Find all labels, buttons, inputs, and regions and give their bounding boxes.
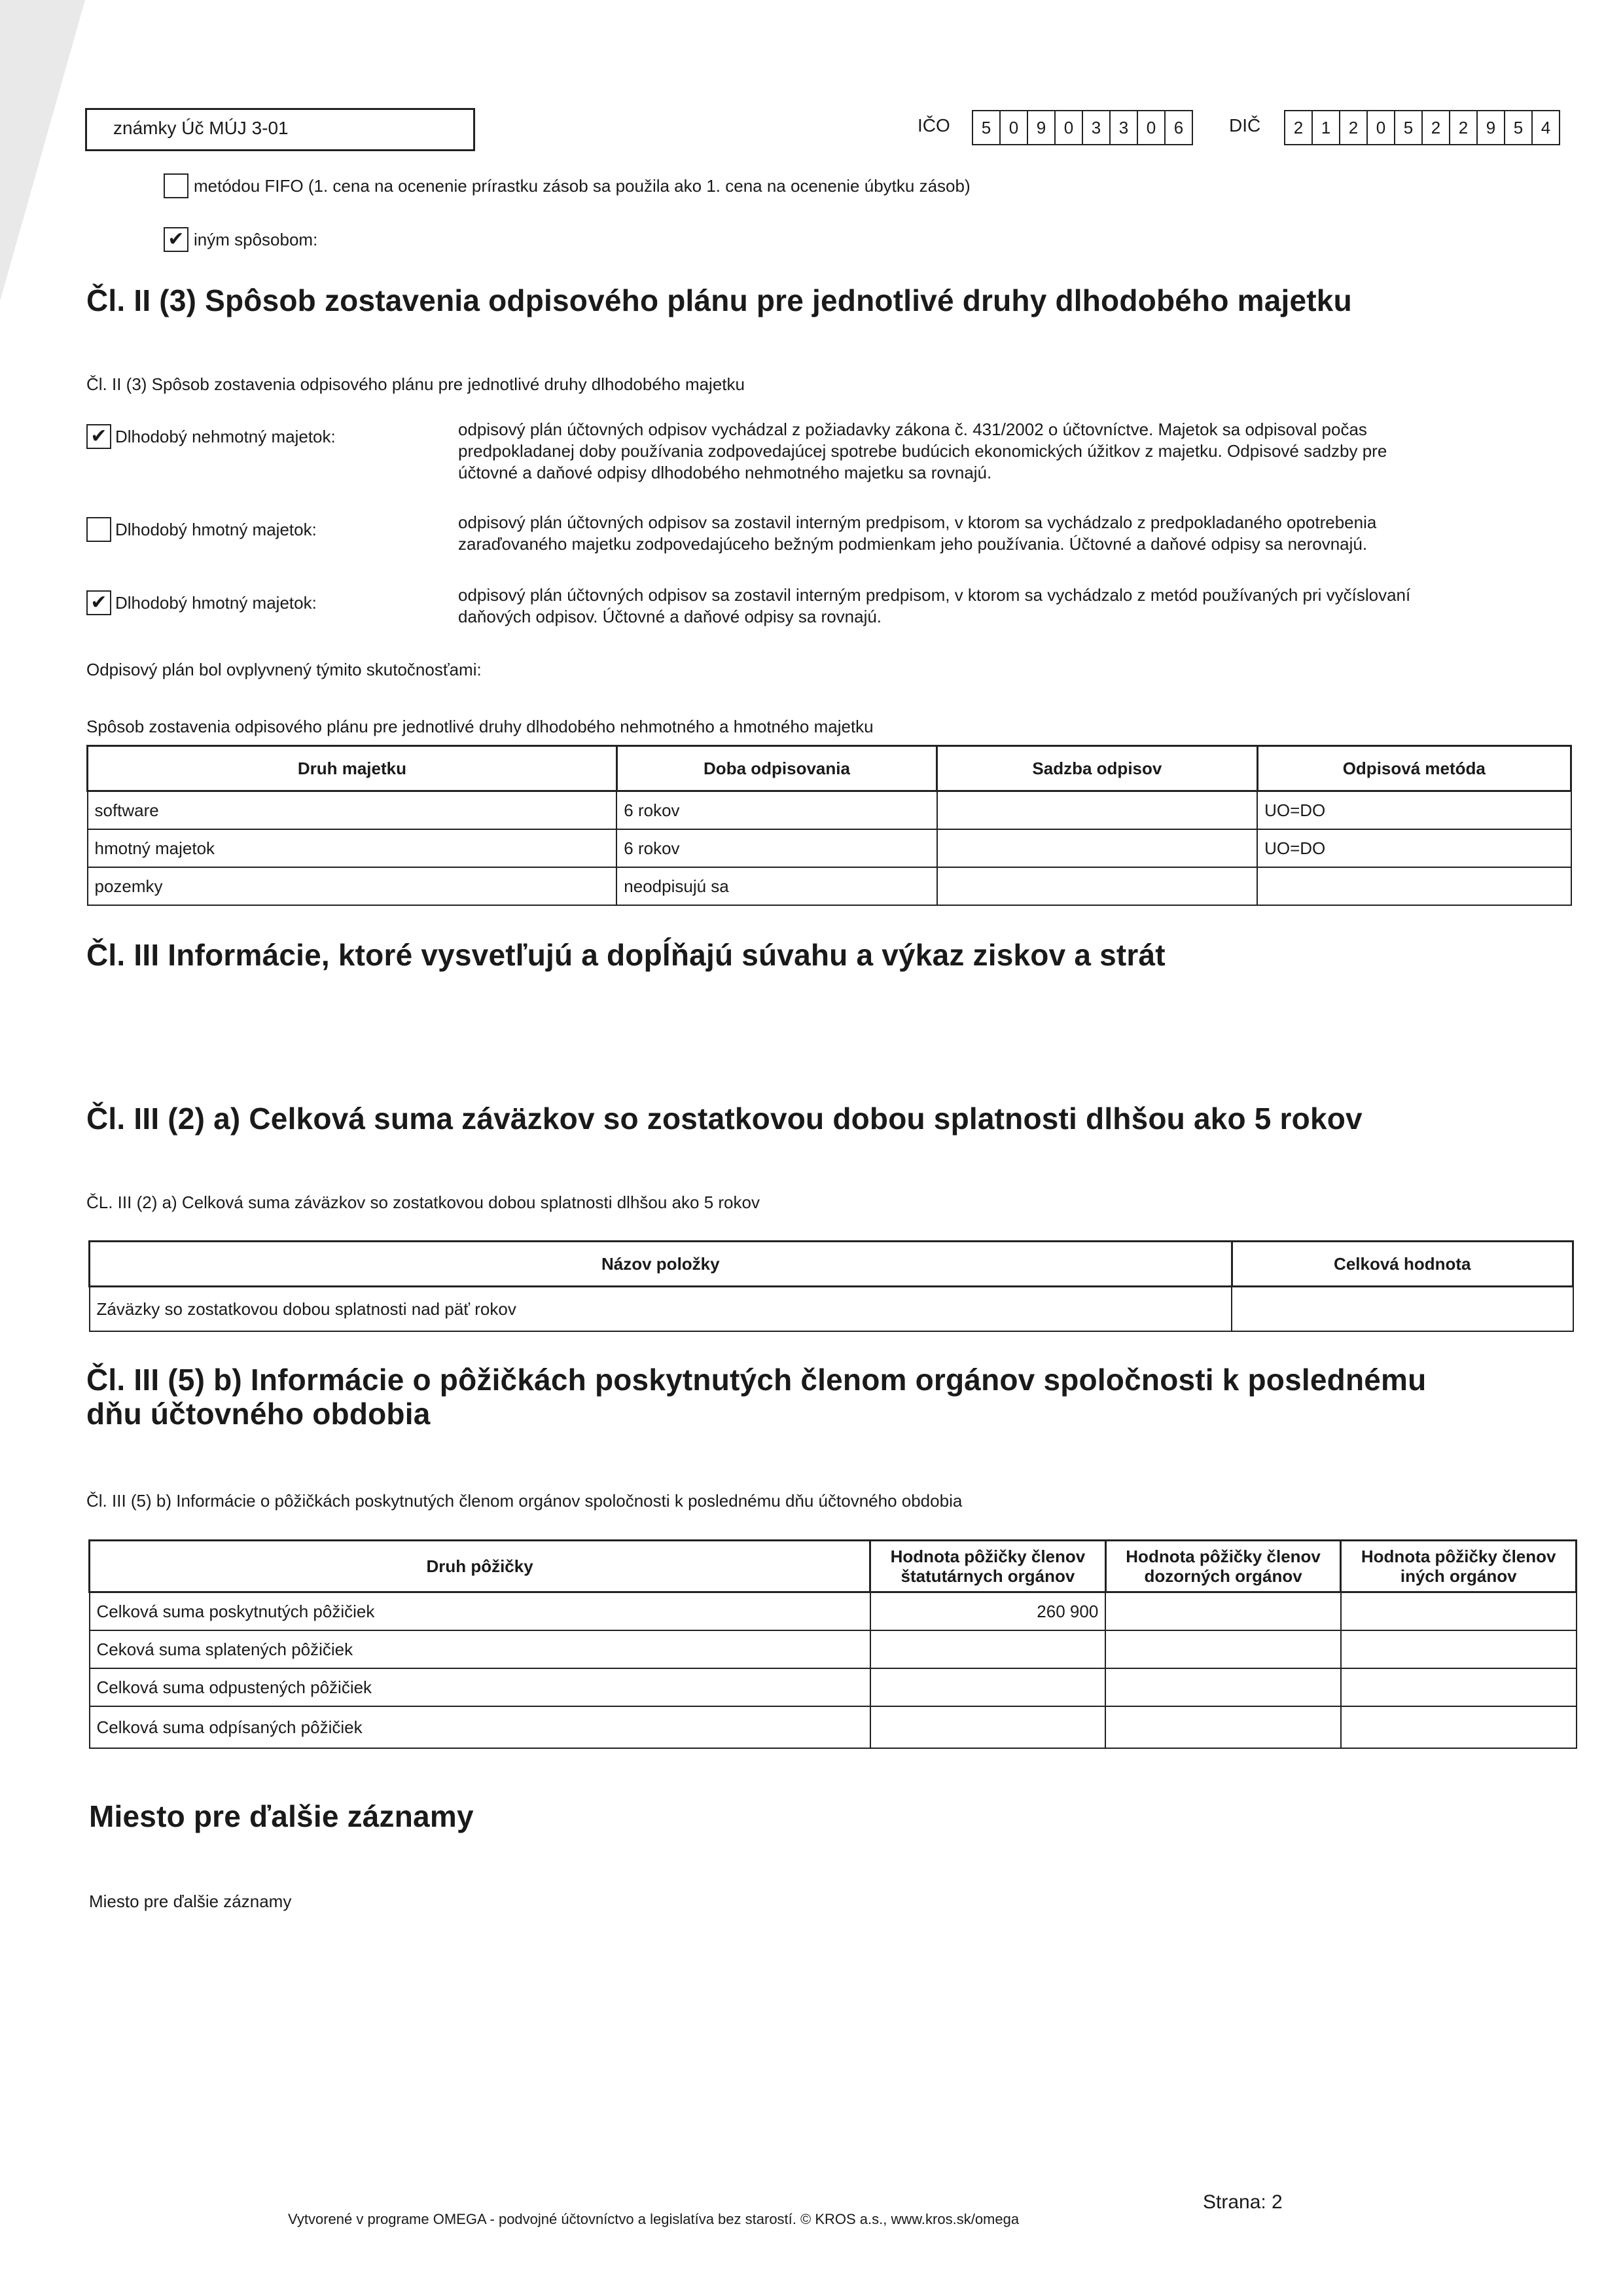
ico-digit: 0 <box>999 110 1028 145</box>
table-cell <box>937 867 1257 905</box>
item-intangible-line: predpokladanej doby používania zodpovedajúcej spotrebe budúcich ekonomických úžitkov z majetku. Odpisové sadzby pre <box>458 441 1387 461</box>
table-cell: Celková suma odpustených pôžičiek <box>90 1668 870 1706</box>
section-ii3-heading: Čl. II (3) Spôsob zostavenia odpisového plánu pre jednotlivé druhy dlhodobého majetku <box>86 283 1352 317</box>
column-header: Doba odpisovania <box>616 746 936 791</box>
table-cell <box>870 1668 1106 1706</box>
dic-digit: 9 <box>1476 110 1505 145</box>
form-code: známky Úč MÚJ 3-01 <box>113 118 289 138</box>
dic-label: DIČ <box>1229 115 1261 135</box>
table-cell: 6 rokov <box>616 791 936 830</box>
table-row <box>90 1592 1577 1631</box>
column-header <box>870 1541 1106 1592</box>
checkmark-icon: ✔ <box>90 425 107 447</box>
table-cell <box>1232 1287 1573 1332</box>
item-intangible-line: účtovné a daňové odpisy dlhodobého nehmotného majetku sa rovnajú. <box>458 463 992 482</box>
column-header-line: Druh pôžičky <box>426 1556 533 1576</box>
table-row <box>90 1287 1573 1332</box>
dic-digit: 2 <box>1339 110 1368 145</box>
column-header <box>90 1541 870 1592</box>
footer-generator: Vytvorené v programe OMEGA - podvojné účtovníctvo a legislatíva bez starostí. © KROS a.s., www.kros.sk/omega <box>288 2211 1020 2227</box>
form-code-box <box>85 108 475 151</box>
ico-digit: 3 <box>1109 110 1138 145</box>
table-cell <box>870 1706 1106 1748</box>
dic-digit: 5 <box>1504 110 1533 145</box>
section-iii5b-heading <box>86 1363 1426 1431</box>
column-header: Sadzba odpisov <box>937 746 1257 791</box>
dic-digits <box>1284 110 1559 145</box>
depreciation-table <box>86 745 1572 906</box>
table-row <box>88 829 1571 867</box>
table-cell <box>1341 1706 1577 1748</box>
table-cell: neodpisujú sa <box>616 867 936 905</box>
table-cell <box>937 829 1257 867</box>
ico-digit: 3 <box>1082 110 1111 145</box>
column-header-line: dozorných orgánov <box>1144 1566 1302 1586</box>
table-cell: Ceková suma splatených pôžičiek <box>90 1630 870 1668</box>
item-intangible-checkbox[interactable] <box>86 424 111 449</box>
ico-digit: 0 <box>1054 110 1083 145</box>
depreciation-table-caption: Spôsob zostavenia odpisového plánu pre jednotlivé druhy dlhodobého nehmotného a hmotného majetku <box>86 717 874 736</box>
dic-digit: 2 <box>1421 110 1450 145</box>
ico-digits <box>972 110 1192 145</box>
item-intangible-label: Dlhodobý nehmotný majetok: <box>115 426 336 446</box>
fifo-checkbox[interactable] <box>164 173 188 198</box>
notes-heading: Miesto pre ďalšie záznamy <box>89 1799 474 1833</box>
table-cell: Celková suma odpísaných pôžičiek <box>90 1706 870 1748</box>
table-cell <box>1257 867 1571 905</box>
table-row <box>90 1706 1577 1748</box>
notes-subtitle: Miesto pre ďalšie záznamy <box>89 1892 292 1911</box>
section-iii2a-subtitle: ČL. III (2) a) Celková suma záväzkov so zostatkovou dobou splatnosti dlhšou ako 5 rokov <box>86 1193 760 1212</box>
item-tangible-internal <box>86 517 317 542</box>
section-iii5b-subtitle: Čl. III (5) b) Informácie o pôžičkách poskytnutých členom orgánov spoločnosti k poslednému dňu účtovného obdobia <box>86 1491 963 1511</box>
liabilities-table <box>88 1240 1574 1332</box>
table-cell: 260 900 <box>870 1592 1106 1631</box>
table-cell <box>1105 1592 1341 1631</box>
table-cell <box>1341 1630 1577 1668</box>
fifo-label: metódou FIFO (1. cena na ocenenie prírastku zásob sa použila ako 1. cena na ocenenie úbytku zásob) <box>194 175 971 196</box>
table-cell <box>1341 1668 1577 1706</box>
table-cell <box>870 1630 1106 1668</box>
loans-table <box>88 1539 1577 1749</box>
influence-note: Odpisový plán bol ovplyvnený týmito skutočnosťami: <box>86 660 482 679</box>
item-tangible-tax-line: daňových odpisov. Účtovné a daňové odpisy sa rovnajú. <box>458 607 882 626</box>
table-row <box>88 791 1571 830</box>
item-tangible-internal-checkbox[interactable] <box>86 517 111 542</box>
table-cell <box>1341 1592 1577 1631</box>
table-row <box>90 1668 1577 1706</box>
column-header-line: iných orgánov <box>1400 1566 1517 1586</box>
other-method-label: iným spôsobom: <box>194 229 318 249</box>
section-iii5b-heading-line: Čl. III (5) b) Informácie o pôžičkách poskytnutých členom orgánov spoločnosti k poslednému <box>86 1363 1427 1397</box>
table-cell <box>937 791 1257 830</box>
column-header-line: Hodnota pôžičky členov <box>890 1547 1086 1566</box>
ico-digit: 9 <box>1027 110 1056 145</box>
table-header-row <box>90 1242 1573 1287</box>
item-intangible-line: odpisový plán účtovných odpisov vychádzal z požiadavky zákona č. 431/2002 o účtovníctve. Majetok sa odpisoval počas <box>458 420 1367 439</box>
ico-digit: 6 <box>1164 110 1193 145</box>
table-cell: pozemky <box>88 867 617 905</box>
item-intangible-text <box>458 419 1387 484</box>
table-header-row <box>88 746 1571 791</box>
dic-digit: 4 <box>1531 110 1560 145</box>
item-tangible-internal-line: odpisový plán účtovných odpisov sa zostavil interným predpisom, v ktorom sa vychádzalo z predpokladaného opotrebenia <box>458 512 1377 532</box>
other-method-option <box>164 227 317 252</box>
dic-digit: 5 <box>1394 110 1423 145</box>
ico-label: IČO <box>918 115 950 135</box>
fifo-option <box>164 173 971 198</box>
table-cell <box>1105 1706 1341 1748</box>
column-header: Celková hodnota <box>1232 1242 1573 1287</box>
item-tangible-tax-label: Dlhodobý hmotný majetok: <box>115 592 317 613</box>
section-ii3-subtitle: Čl. II (3) Spôsob zostavenia odpisového plánu pre jednotlivé druhy dlhodobého majetku <box>86 374 745 394</box>
item-tangible-tax <box>86 590 317 615</box>
item-tangible-internal-text <box>458 512 1376 555</box>
section-iii2a-heading: Čl. III (2) a) Celková suma záväzkov so zostatkovou dobou splatnosti dlhšou ako 5 rokov <box>86 1102 1363 1136</box>
item-tangible-internal-label: Dlhodobý hmotný majetok: <box>115 519 317 539</box>
column-header-line: štatutárnych orgánov <box>901 1566 1075 1586</box>
column-header-line: Hodnota pôžičky členov <box>1126 1547 1321 1566</box>
scan-fold-shadow <box>0 0 85 301</box>
column-header-line: Hodnota pôžičky členov <box>1361 1547 1556 1566</box>
table-cell: Záväzky so zostatkovou dobou splatnosti nad päť rokov <box>90 1287 1232 1332</box>
table-header-row <box>90 1541 1577 1592</box>
table-cell: Celková suma poskytnutých pôžičiek <box>90 1592 870 1631</box>
table-row <box>88 867 1571 905</box>
other-method-checkbox[interactable] <box>164 227 188 252</box>
table-cell: hmotný majetok <box>88 829 617 867</box>
item-tangible-tax-checkbox[interactable] <box>86 590 111 615</box>
table-cell: 6 rokov <box>616 829 936 867</box>
checkmark-icon: ✔ <box>168 228 185 250</box>
dic-digit: 2 <box>1449 110 1478 145</box>
section-iii5b-heading-line: dňu účtovného obdobia <box>86 1397 431 1431</box>
item-tangible-tax-text <box>458 584 1410 628</box>
column-header <box>1105 1541 1341 1592</box>
table-cell: UO=DO <box>1257 829 1571 867</box>
table-cell: software <box>88 791 617 830</box>
column-header: Druh majetku <box>88 746 617 791</box>
item-intangible <box>86 424 336 449</box>
column-header <box>1341 1541 1577 1592</box>
ico-digit: 0 <box>1137 110 1166 145</box>
table-row <box>90 1630 1577 1668</box>
table-cell <box>1105 1630 1341 1668</box>
dic-digit: 0 <box>1366 110 1395 145</box>
column-header: Odpisová metóda <box>1257 746 1571 791</box>
page-number: Strana: 2 <box>1203 2191 1283 2213</box>
dic-digit: 2 <box>1284 110 1313 145</box>
table-cell: UO=DO <box>1257 791 1571 830</box>
column-header: Názov položky <box>90 1242 1232 1287</box>
dic-digit: 1 <box>1311 110 1340 145</box>
checkmark-icon: ✔ <box>90 592 107 613</box>
item-tangible-tax-line: odpisový plán účtovných odpisov sa zostavil interným predpisom, v ktorom sa vychádzalo z metód používaných pri vyčíslovaní <box>458 585 1411 605</box>
item-tangible-internal-line: zaraďovaného majetku zodpovedajúceho bežným podmienkam jeho používania. Účtovné a daňové odpisy sa nerovnajú. <box>458 534 1368 554</box>
section-iii-heading: Čl. III Informácie, ktoré vysvetľujú a dopĺňajú súvahu a výkaz ziskov a strát <box>86 938 1166 972</box>
table-cell <box>1105 1668 1341 1706</box>
ico-digit: 5 <box>972 110 1001 145</box>
